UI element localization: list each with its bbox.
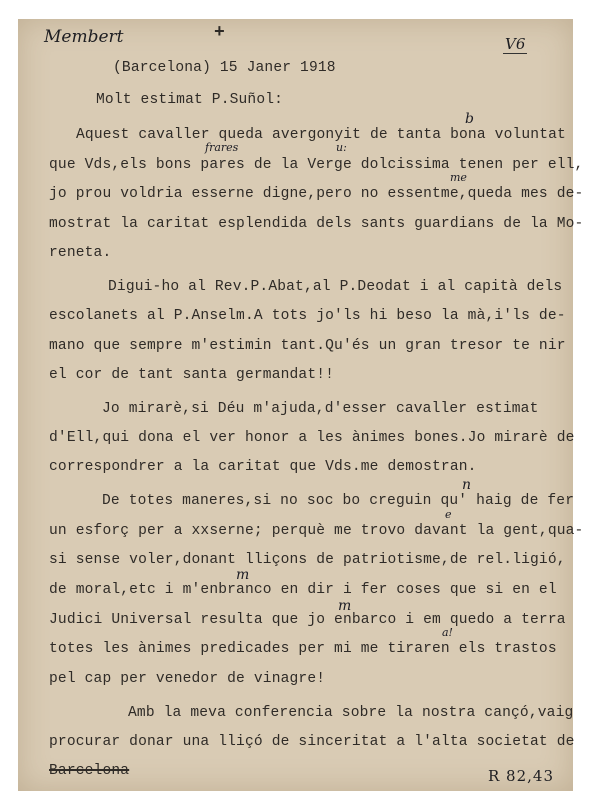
handwritten-note-top-left: Membert: [44, 27, 124, 47]
body-line-15: si sense voler,donant lliçons de patriotisme,de rel.ligió,: [49, 552, 566, 568]
body-line-13: De totes maneres,si no soc bo creguin qu' haig de fer: [102, 493, 575, 509]
annotation-n: n: [462, 477, 472, 493]
salutation: Molt estimat P.Suñol:: [96, 92, 284, 108]
body-line-17: Judici Universal resulta que jo enbarco i em quedo a terra: [49, 612, 566, 628]
body-line-20: Amb la meva conferencia sobre la nostra cançó,vaig: [128, 705, 574, 721]
body-line-14: un esforç per a xxserne; perquè me trovo davant la gent,qua-: [49, 523, 584, 539]
annotation-a: a!: [442, 626, 453, 639]
body-line-6: Digui-ho al Rev.P.Abat,al P.Deodat i al capità dels: [108, 279, 563, 295]
annotation-frares: frares: [205, 141, 239, 154]
letter-page: [18, 19, 584, 791]
annotation-u: u:: [336, 141, 347, 154]
struck-line: Barcelona: [49, 763, 130, 779]
body-line-19: pel cap per venedor de vinagre!: [49, 671, 326, 687]
body-line-5: reneta.: [49, 245, 112, 261]
annotation-e: e: [445, 508, 452, 521]
annotation-m2: m: [338, 598, 352, 614]
body-line-18: totes les ànimes predicades per mi me tiraren els trastos: [49, 641, 557, 657]
body-line-2: que Vds,els bons pares de la Verge dolcissima tenen per ell,: [49, 157, 584, 173]
annotation-b: b: [465, 111, 474, 127]
body-line-7: escolanets al P.Anselm.A tots jo'ls hi beso la mà,i'ls de-: [49, 308, 566, 324]
body-line-10: Jo mirarè,si Déu m'ajuda,d'esser cavaller estimat: [102, 401, 539, 417]
annotation-m1: m: [236, 567, 250, 583]
body-line-4: mostrat la caritat esplendida dels sants guardians de la Mo-: [49, 216, 584, 232]
handwritten-folio-number: V6: [505, 35, 526, 53]
body-line-12: correspondrer a la caritat que Vds.me demostran.: [49, 459, 477, 475]
body-line-11: d'Ell,qui dona el ver honor a les ànimes bones.Jo mirarè de: [49, 430, 575, 446]
date-line: (Barcelona) 15 Janer 1918: [113, 60, 336, 76]
annotation-me: me: [450, 171, 467, 184]
body-line-16: de moral,etc i m'enbranco en dir i fer coses que si en el: [49, 582, 557, 598]
body-line-8: mano que sempre m'estimin tant.Qu'és un gran tresor te nir: [49, 338, 566, 354]
archive-reference-number: R 82,43: [488, 767, 555, 785]
body-line-1: Aquest cavaller queda avergonyit de tanta bona voluntat: [76, 127, 566, 143]
body-line-9: el cor de tant santa germandat!!: [49, 367, 335, 383]
body-line-3: jo prou voldria esserne digne,pero no essentme,queda mes de-: [49, 186, 584, 202]
body-line-21: procurar donar una lliçó de sinceritat a l'alta societat de: [49, 734, 575, 750]
handwritten-cross: +: [214, 23, 225, 43]
